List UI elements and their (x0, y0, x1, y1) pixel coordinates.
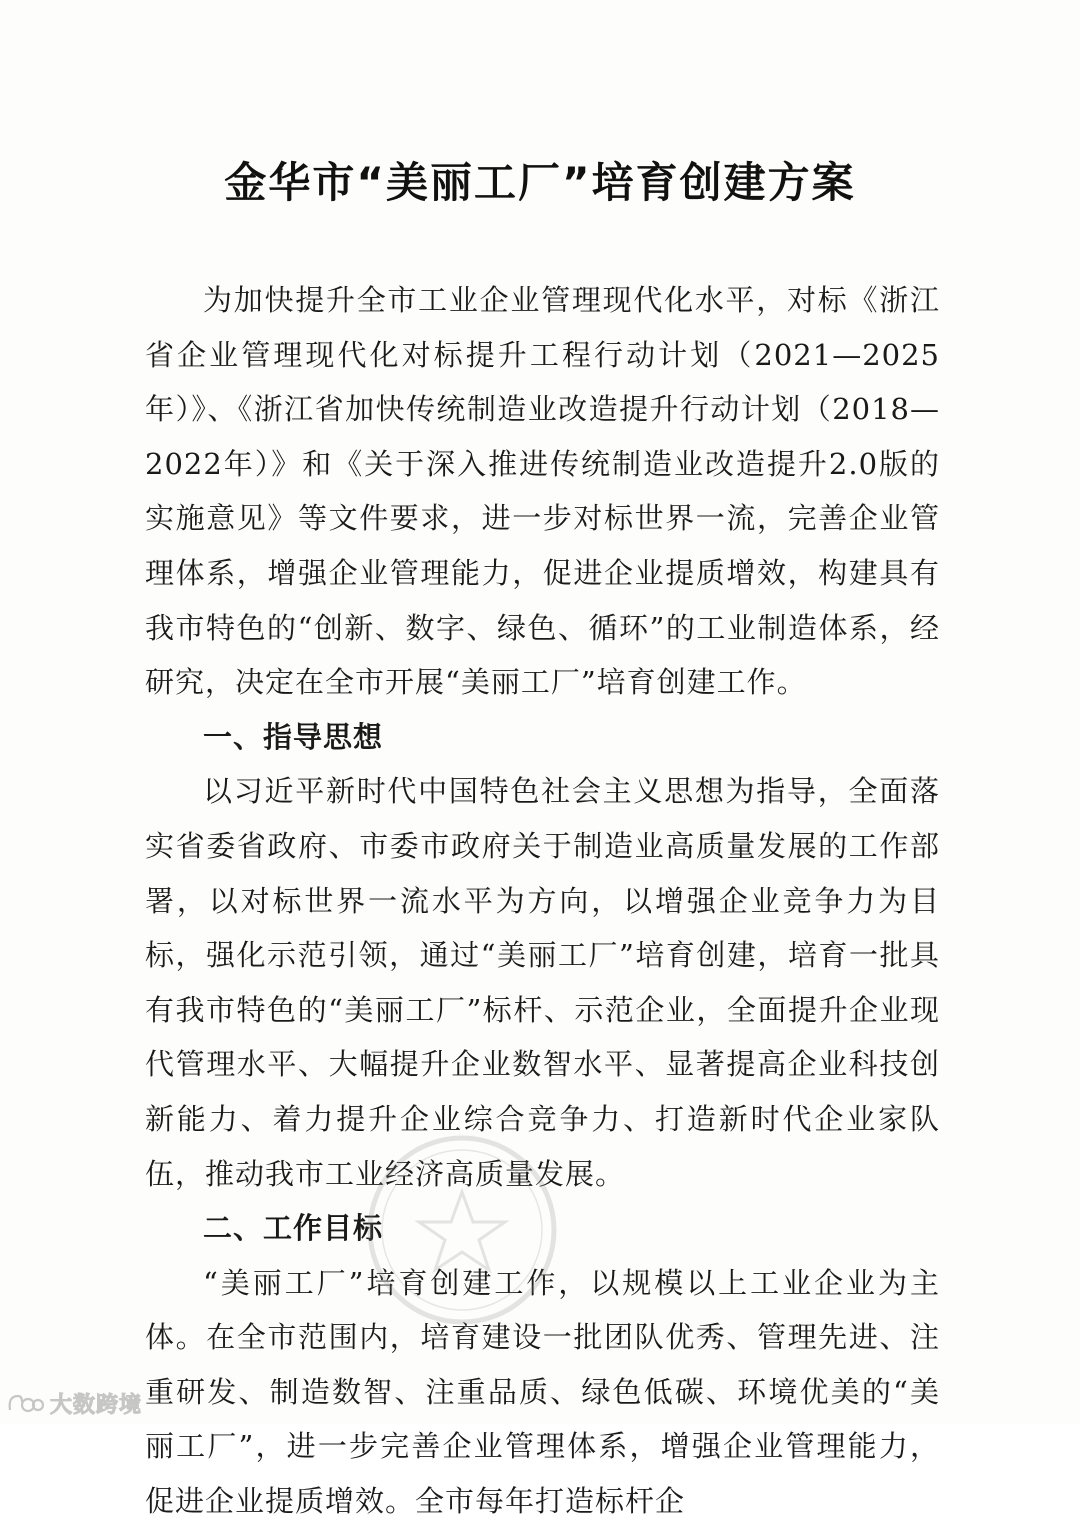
section-heading-guiding-ideology: 一、指导思想 (203, 719, 384, 754)
watermark-logo-icon (6, 1390, 44, 1416)
watermark-text: 大数跨境 (50, 1392, 143, 1418)
section-heading-work-goals: 二、工作目标 (203, 1211, 384, 1246)
document-title: 金华市“美丽工厂”培育创建方案 (224, 158, 856, 207)
watermark (6, 1388, 142, 1418)
document-body (145, 273, 940, 1529)
work-goals-paragraph: “美丽工厂”培育创建工作，以规模以上工业企业为主体。在全市范围内，培育建设一批团队优秀、管理先进、注重研发、制造数智、注重品质、绿色低碳、环境优美的“美丽工厂”，进一步完善企业管理体系，增强企业管理能力，促进企业提质增效。全市每年打造标杆企 (145, 1265, 940, 1519)
intro-paragraph: 为加快提升全市工业企业管理现代化水平，对标《浙江省企业管理现代化对标提升工程行动计划（2021—2025年）》、《浙江省加快传统制造业改造提升行动计划（2018—2022年）》和《关于深入推进传统制造业改造提升2.0版的实施意见》等文件要求，进一步对标世界一流，完善企业管理体系，增强企业管理能力，促进企业提质增效，构建具有我市特色的“创新、数字、绿色、循环”的工业制造体系，经研究，决定在全市开展“美丽工厂”培育创建工作。 (145, 283, 940, 700)
guiding-ideology-paragraph: 以习近平新时代中国特色社会主义思想为指导，全面落实省委省政府、市委市政府关于制造业高质量发展的工作部署，以对标世界一流水平为方向，以增强企业竞争力为目标，强化示范引领，通过“美丽工厂”培育创建，培育一批具有我市特色的“美丽工厂”标杆、示范企业，全面提升企业现代管理水平、大幅提升企业数智水平、显著提高企业科技创新能力、着力提升企业综合竞争力、打造新时代企业家队伍，推动我市工业经济高质量发展。 (145, 774, 940, 1191)
